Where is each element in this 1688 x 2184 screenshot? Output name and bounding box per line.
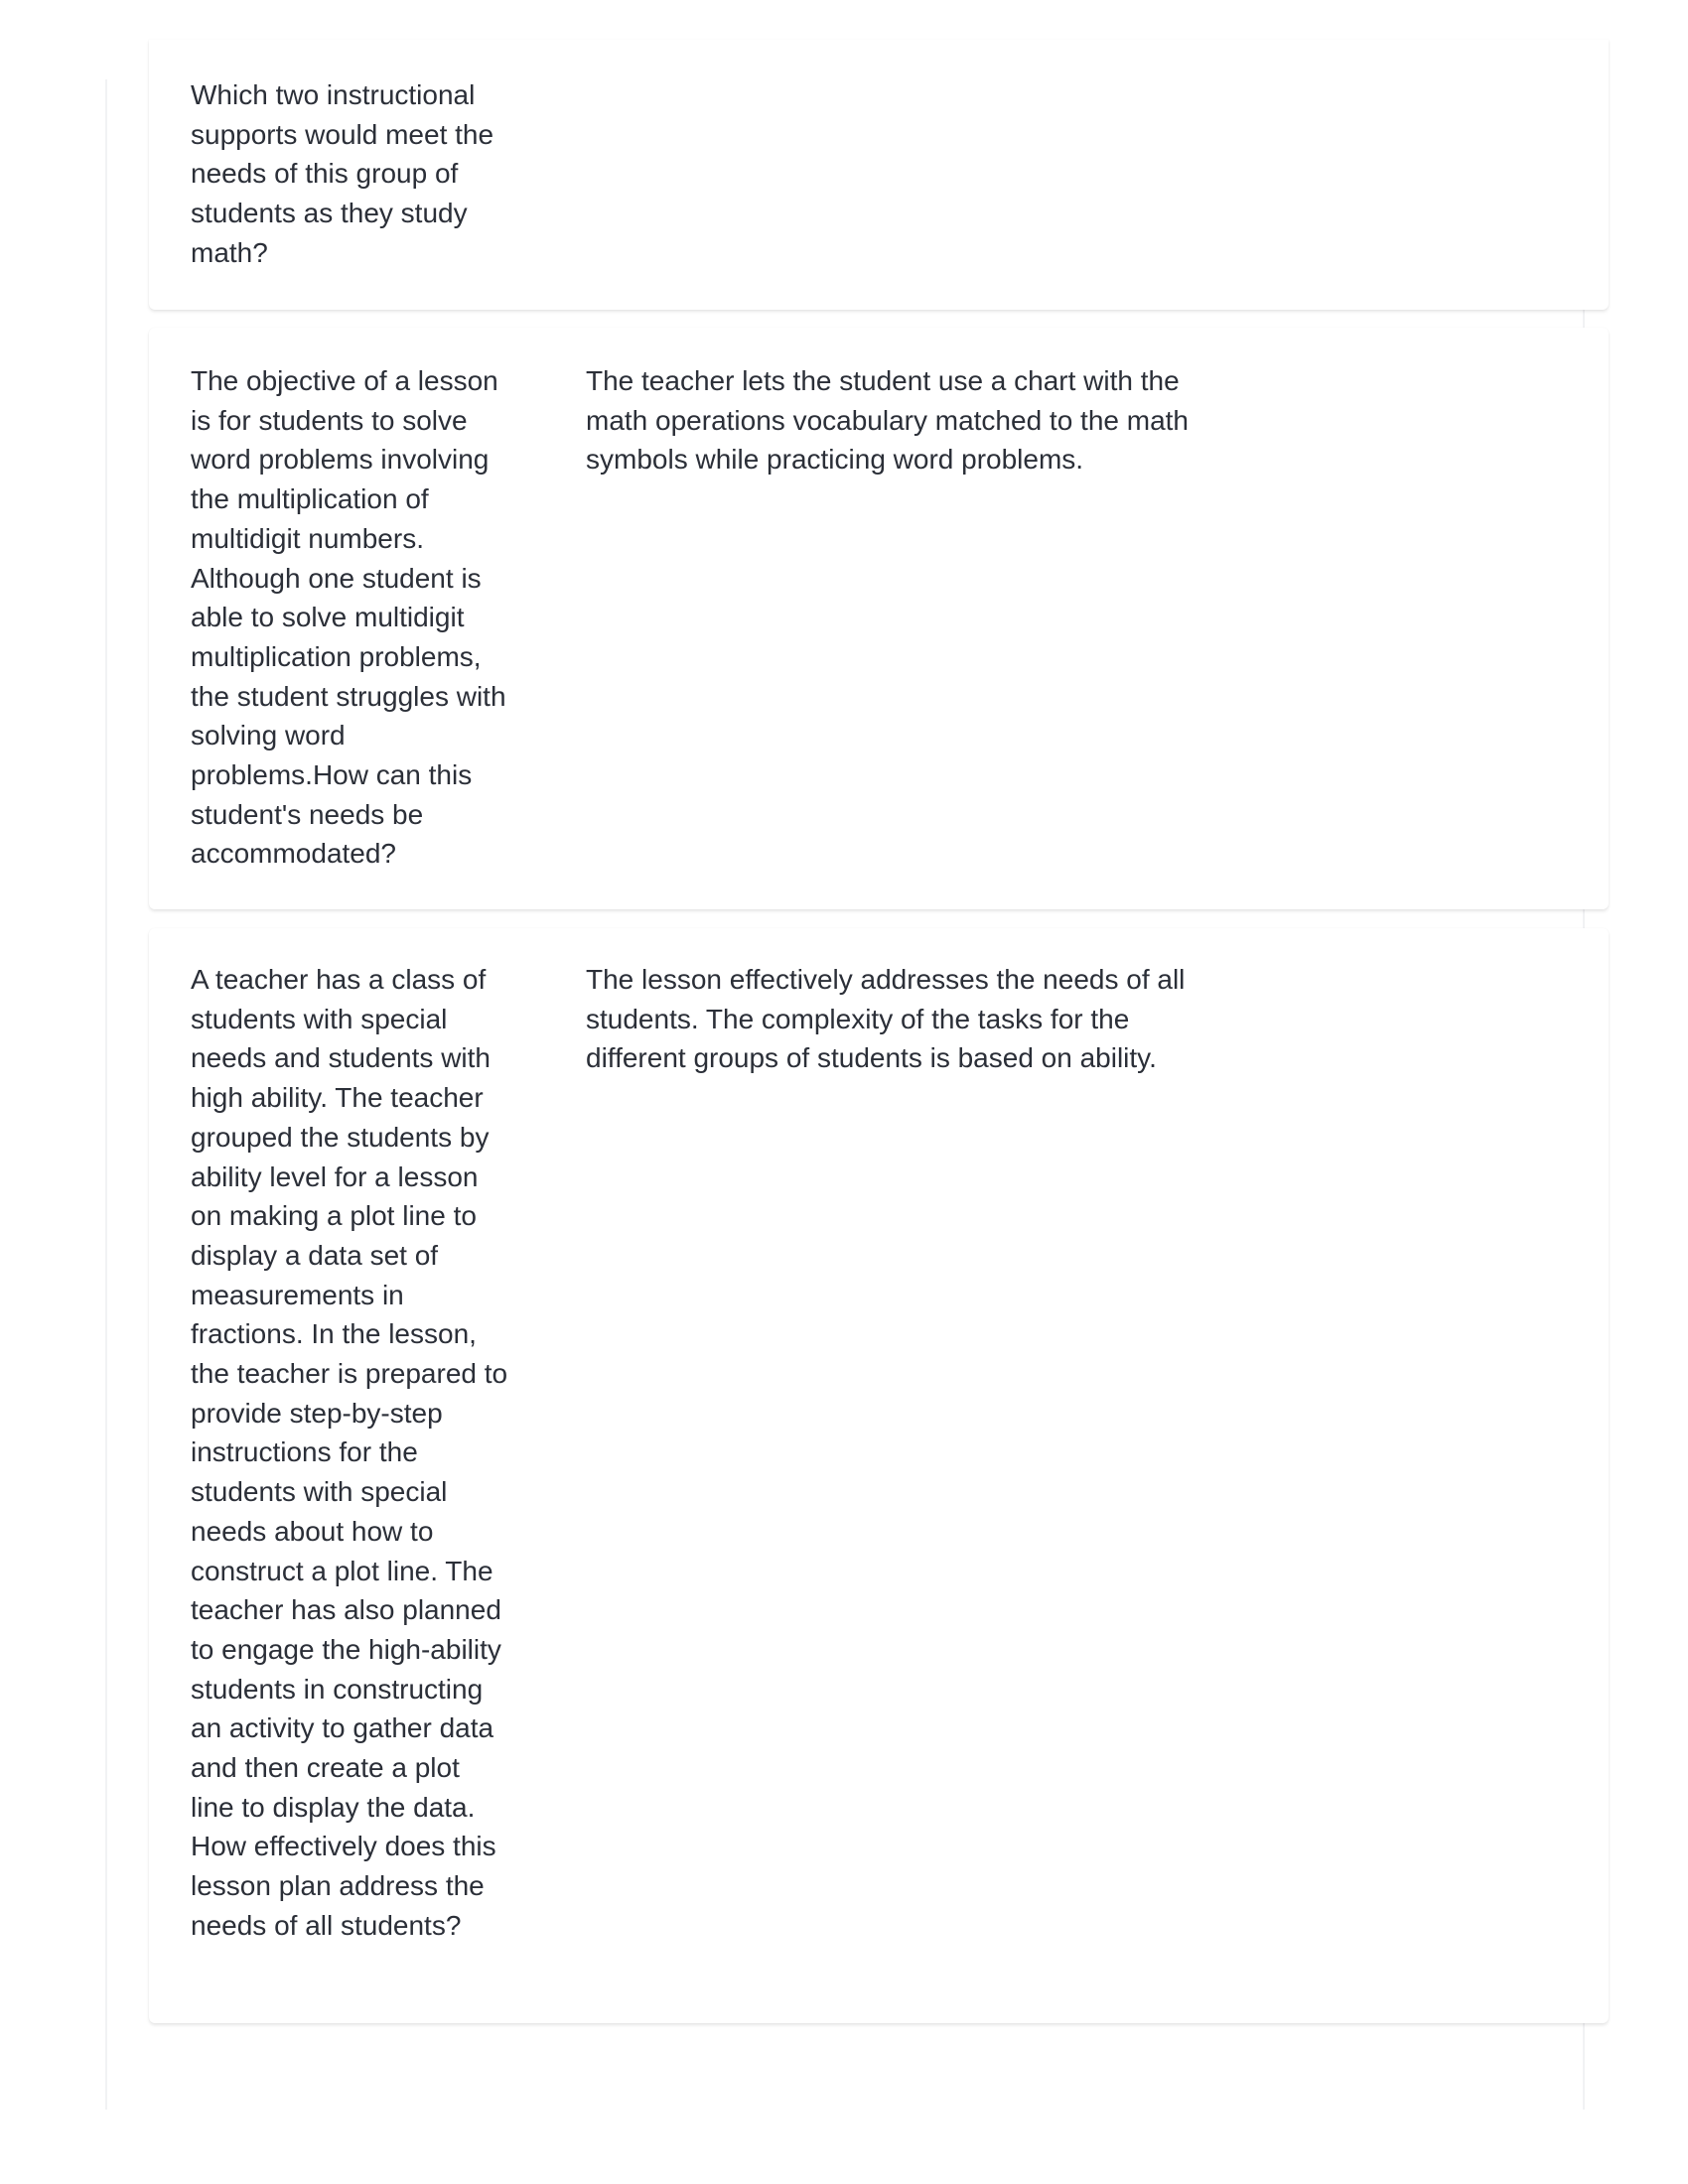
card-definition: The teacher lets the student use a chart with the math operations vocabulary matched to the math symbols while practicing word problems.: [586, 365, 1190, 476]
flashcard: [149, 928, 1609, 2023]
card-term: The objective of a lesson is for students to solve word problems involving the multiplication of multidigit numbers. Although one student is able to solve multidigit multiplication problems, the student struggles with solving word problems.How can this student's needs be accommodated?: [191, 365, 506, 870]
card-definition: The lesson effectively addresses the needs of all students. The complexity of the tasks for the different groups of students is based on ability.: [586, 964, 1186, 1074]
flashcard: [149, 328, 1609, 909]
card-term: Which two instructional supports would meet the needs of this group of students as they study math?: [191, 79, 494, 268]
left-frame-border: [105, 79, 107, 2110]
flashcard: [149, 40, 1609, 310]
card-term: A teacher has a class of students with special needs and students with high ability. The teacher grouped the students by ability level for a lesson on making a plot line to display a data set of measurements in fractions. In the lesson, the teacher is prepared to provide step-by-step instructions for the students with special needs about how to construct a plot line. The teacher has also planned to engage the high-ability students in constructing an activity to gather data and then create a plot line to display the data. How effectively does this lesson plan address the needs of all students?: [191, 964, 508, 1941]
